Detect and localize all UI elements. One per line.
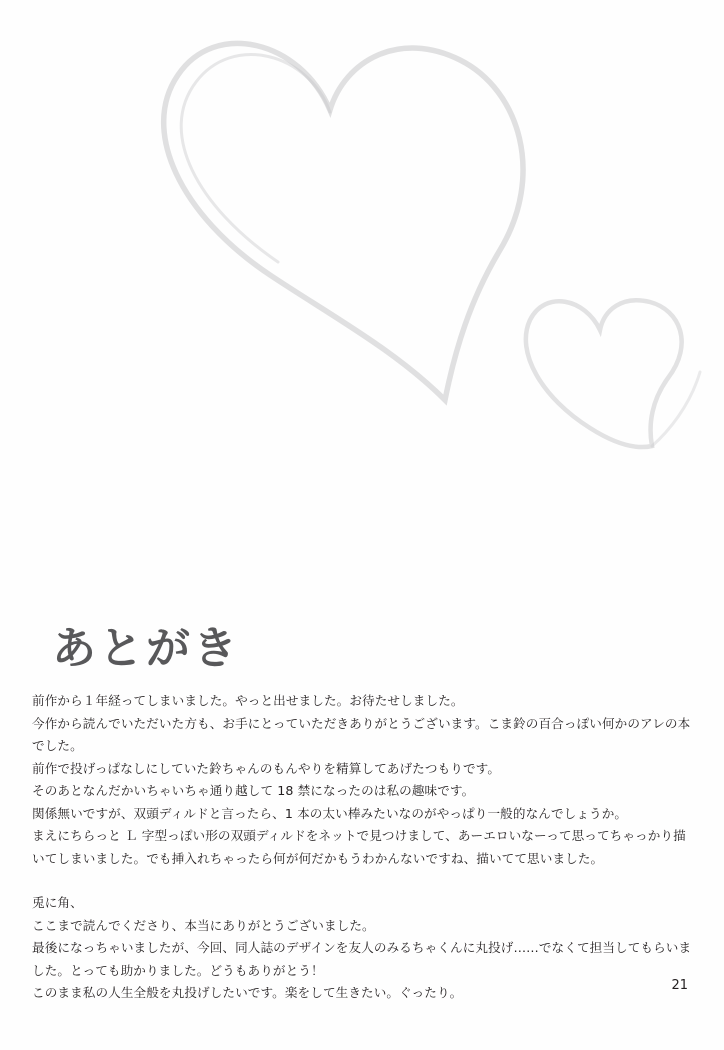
- page-number: 21: [671, 978, 688, 993]
- heart-outline-large: [164, 43, 523, 400]
- heart-outline-small: [526, 300, 682, 447]
- afterword-title: あとがき: [52, 623, 240, 674]
- heart-outline-large-highlight: [181, 55, 330, 262]
- afterword-paragraph: 前作から１年経ってしまいました。やっと出せました。お待たせしました。: [32, 693, 464, 708]
- afterword-closing-paragraph: このまま私の人生全般を丸投げしたいです。楽をして生きたい。ぐったり。: [32, 985, 463, 1000]
- heart-outline-small-tail: [652, 372, 700, 446]
- afterword-paragraph: まえにちらっと Ｌ 字型っぽい形の双頭ディルドをネットで見つけまして、あーエロいなーって思ってちゃっかり描いてしまいました。でも挿入れちゃったら何が何だかもうわかんないですね、描いてて思いました。: [32, 828, 686, 866]
- afterword-closing-paragraph: ここまで読んでくださり、本当にありがとうございました。: [32, 917, 375, 933]
- afterword-paragraph: 今作から読んでいただいた方も、お手にとっていただきありがとうございます。こま鈴の百合っぽい何かのアレの本でした。: [32, 715, 691, 753]
- afterword-paragraph: 前作で投げっぱなしにしていた鈴ちゃんのもんやりを精算してあげたつもりです。: [32, 760, 501, 776]
- afterword-paragraph: 関係無いですが、双頭ディルドと言ったら、1 本の太い棒みたいなのがやっぱり一般的なんでしょうか。: [32, 805, 628, 821]
- heart-decoration-group: [0, 0, 724, 470]
- afterword-closing-paragraph: 最後になっちゃいましたが、今回、同人誌のデザインを友人のみるちゃくんに丸投げ……でなくて担当してもらいました。とっても助かりました。どうもありがとう！: [32, 940, 692, 978]
- afterword-paragraph: そのあとなんだかいちゃいちゃ通り越して 18 禁になったのは私の趣味です。: [32, 783, 475, 798]
- afterword-closing-paragraph: 兎に角、: [32, 895, 83, 910]
- afterword-body: [32, 690, 692, 1005]
